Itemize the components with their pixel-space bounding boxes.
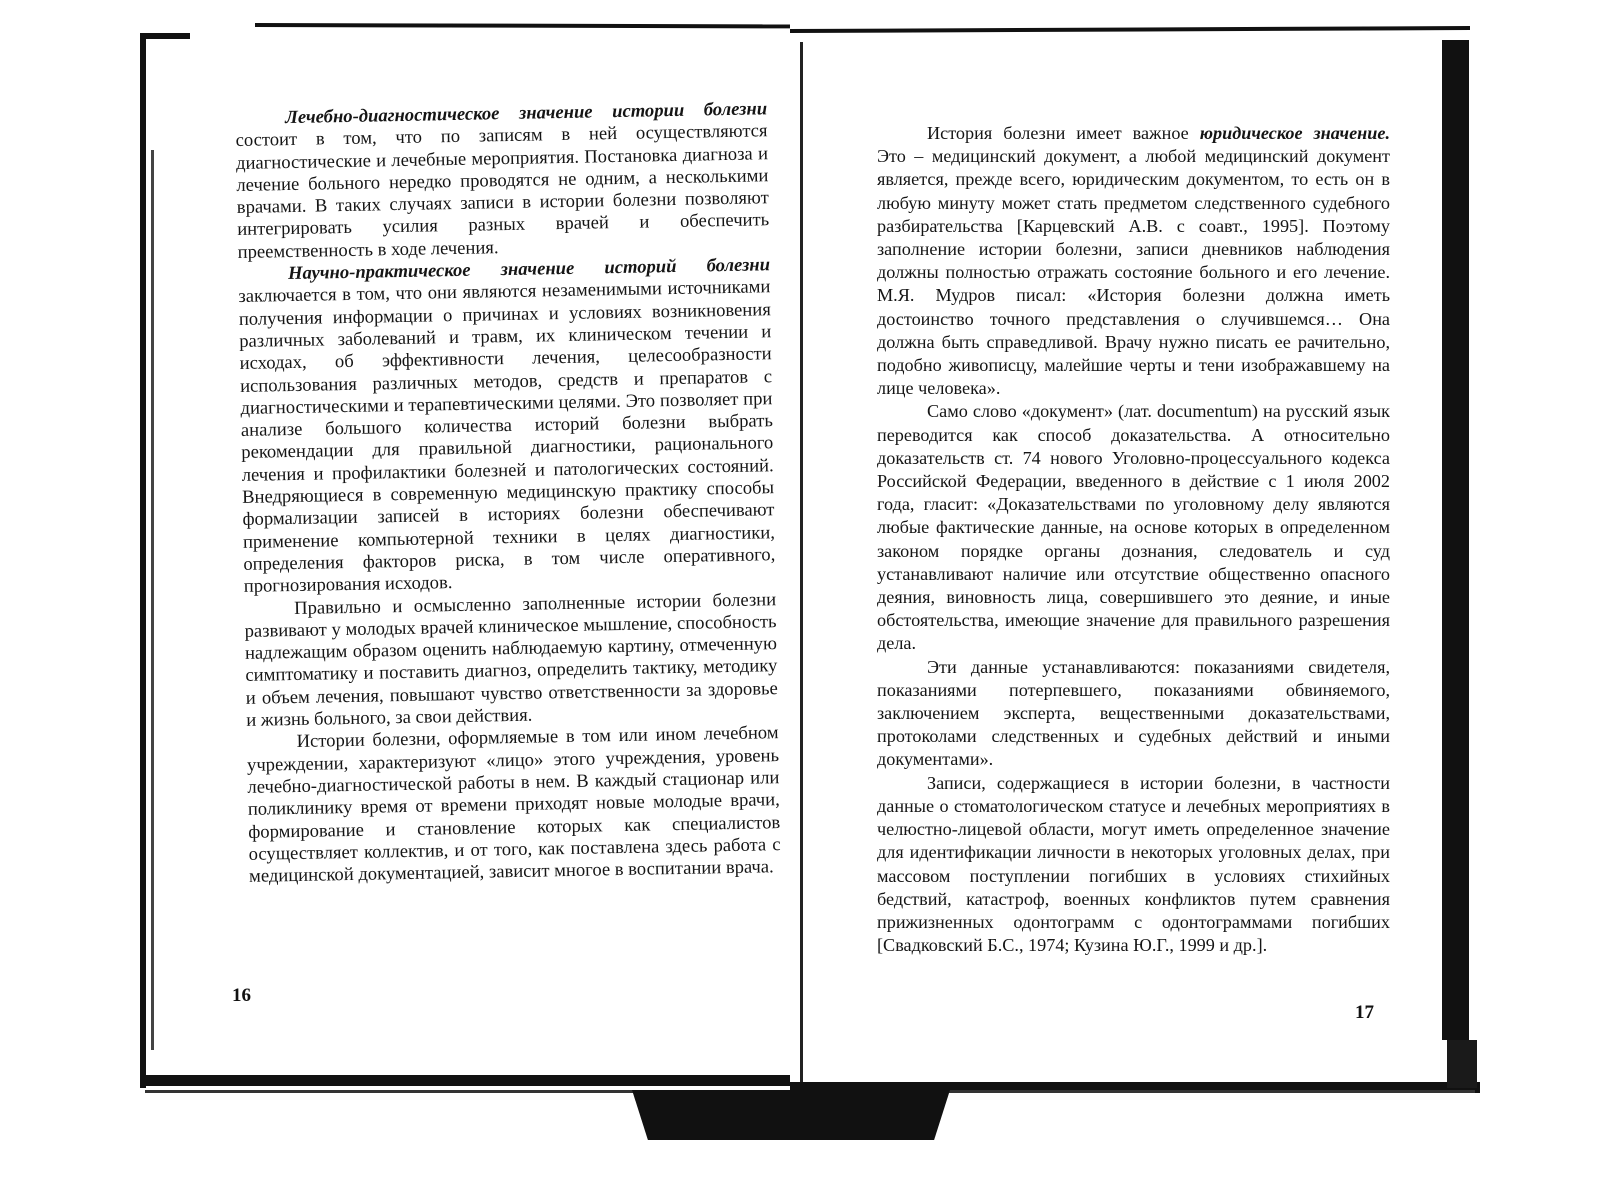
paragraph-dental-records (877, 772, 1390, 958)
left-outer-edge (140, 33, 146, 1088)
text-dental-records: Записи, содержащиеся в истории болезни, в частности данные о стоматологическом статусе и лечебных мероприятиях в челюстно-лицевой области, могут иметь определенное значение для идентификации личности в некоторых уголовных делах, при массовом поступлении погибших в условиях стихийных бедствий, катастроф, военных конфликтов путем сравнения прижизненных одонтограмм с одонтограммами погибших [Свадковский Б.С., 1974; Кузина Ю.Г., 1999 и др.]. (877, 772, 1390, 956)
paragraph-scientific-practical (238, 254, 776, 598)
text-medical-diagnostic: состоит в том, что по записям в ней осуществляются диагностические и лечебные мероприятия. Постановка диагноза и лечение больного нередко проводятся не одним, а несколькими врачами. В таких случаях записи в истории болезни позволяют интегрировать усилия разных врачей и обеспечить преемственность в ходе лечения. (235, 120, 770, 263)
heading-scientific-practical: Научно-практическое значение историй болезни (287, 254, 771, 285)
left-page (235, 98, 781, 888)
text-legal-significance: Это – медицинский документ, а любой медицинский документ является, прежде всего, юридическим документом, то есть он в любую минуту может стать предметом следственного судебного разбирательства [Карцевский А.В. с соавт., 1995]. Поэтому заполнение истории болезни, записи дневников наблюдения должны полностью отражать состояние больного и его лечение. М.Я. Мудров писал: «История болезни должна иметь достоинство точного представления о случившемся… Она должна быть справедливой. Врачу нужно писать ее рачительно, подобно живописцу, малейшие черты и тени изображавшему на лице человека». (877, 146, 1390, 399)
text-properly-filled: Правильно и осмысленно заполненные истории болезни развивают у молодых врачей клиническое мышление, способность надлежащим образом оценить наблюдаемую картину, отмеченную симптоматику и поставить диагноз, определить тактику, методику и объем лечения, повышают чувство ответственности за здоровье и жизнь больного, за свои действия. (244, 588, 778, 731)
text-document-word: Само слово «документ» (лат. documentum) на русский язык переводится как способ доказательства. А относительно доказательств ст. 74 нового Уголовно-процессуального кодекса Российской Федерации, введенного в действие с 1 июля 2002 года, гласит: «Доказательствами по уголовному делу являются любые фактические данные, на основе которых в определенном законом порядке органы дознания, следователь и суд устанавливают наличие или отсутствие общественно опасного деяния, виновность лица, совершившего это деяние, и иные обстоятельства, имеющие значение для правильного разрешения дела. (877, 401, 1390, 654)
right-outer-edge (1442, 40, 1469, 1040)
heading-legal-significance: юридическое значение. (1199, 123, 1391, 143)
page-number-right: 17 (1355, 1002, 1374, 1023)
paragraph-document-word (877, 400, 1390, 655)
top-border-left (140, 33, 190, 39)
left-inner-edge (151, 150, 154, 1050)
right-page (877, 122, 1390, 957)
gutter-line (800, 42, 803, 1082)
text-legal-lead: История болезни имеет важное (927, 123, 1200, 143)
paragraph-medical-diagnostic (235, 98, 770, 264)
paragraph-legal-significance (877, 122, 1390, 400)
top-rule-left (255, 23, 790, 28)
top-rule-right (790, 26, 1470, 33)
page-number-left: 16 (232, 985, 251, 1006)
paragraph-properly-filled (244, 589, 778, 733)
heading-medical-diagnostic: Лечебно-диагностическое значение истории болезни (284, 98, 768, 129)
book-spine-shadow (632, 1090, 950, 1140)
paragraph-institution-face (246, 722, 781, 888)
paragraph-evidence-sources (877, 656, 1390, 772)
right-edge-bottom (1447, 1040, 1477, 1088)
text-evidence-sources: Эти данные устанавливаются: показаниями свидетеля, показаниями потерпевшего, показаниями обвиняемого, заключением эксперта, вещественными доказательствами, протоколами следственных и судебных действий и иными документами». (877, 656, 1390, 770)
text-institution-face: Истории болезни, оформляемые в том или ином лечебном учреждении, характеризуют «лицо» этого учреждения, уровень лечебно-диагностической работы в нем. В каждый стационар или поликлинику время от времени приходят новые молодые врачи, формирование и становление которых как специалистов осуществляет коллектив, и от того, как поставлена здесь работа с медицинской документацией, зависит многое в воспитании врача. (246, 722, 781, 887)
text-scientific-practical: заключается в том, что они являются незаменимыми источниками получения информации о причинах и условиях возникновения различных заболеваний и травм, их клиническом течении и исходах, об эффективности лечения, целесообразности использования различных методов, средств и препаратов с диагностическими и терапевтическими целями. Это позволяет при анализе большого количества историй болезни выбрать рекомендации для правильной диагностики, рационального лечения и профилактики болезней и патологических состояний. Внедряющиеся в современную медицинскую практику способы формализации записей в историях болезни обеспечивают применение компьютерной техники в целях диагностики, определения факторов риска, в том числе оперативного, прогнозирования исходов. (238, 276, 776, 598)
bottom-edge-left (140, 1075, 790, 1086)
